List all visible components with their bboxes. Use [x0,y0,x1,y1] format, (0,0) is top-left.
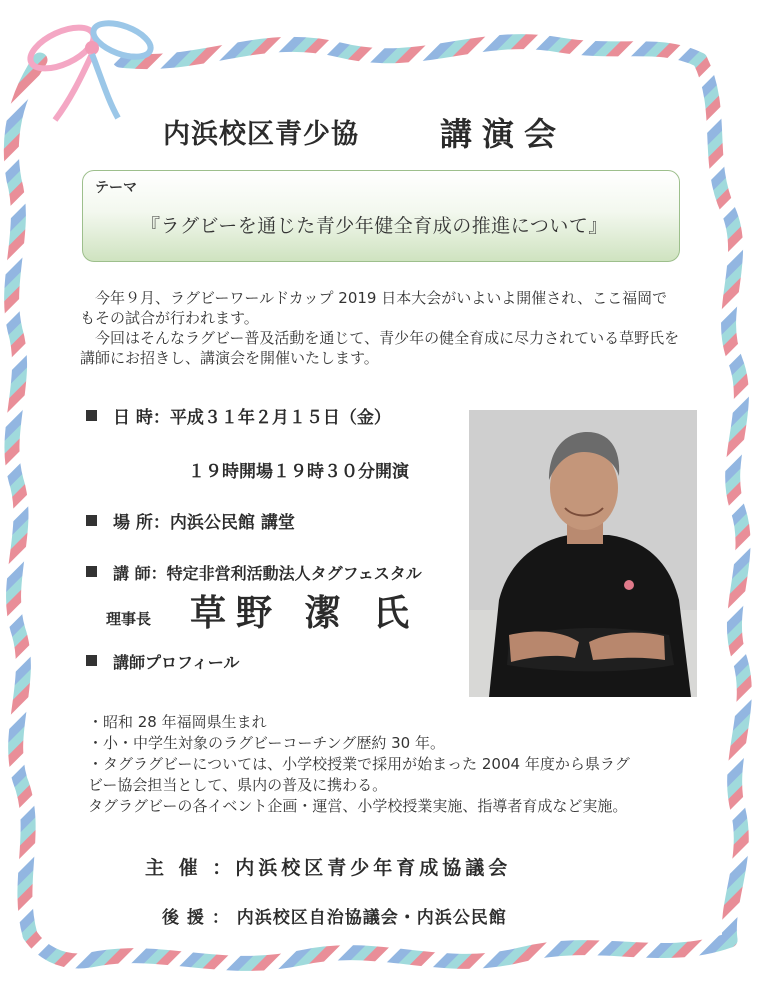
datetime-row [86,403,391,428]
profile-heading-row [86,650,239,673]
intro-paragraph: 今年９月、ラグビーワールドカップ 2019 日本大会がいよいよ開催され、ここ福岡でもその試合が行われます。 [80,289,668,327]
bullet-square-icon [86,515,97,526]
venue-row [86,508,295,533]
profile-list [88,712,630,817]
profile-line: ビー協会担当として、県内の普及に携わる。 [88,776,388,794]
theme-label: テーマ [95,180,137,196]
profile-heading: 講師プロフィール [113,653,240,672]
lecturer-row [86,561,422,584]
supporter-text: 後 援 ： 内浜校区自治協議会・内浜公民館 [162,908,507,928]
bullet-square-icon [86,410,97,421]
times-text: １９時開場１９時３０分開演 [188,462,409,482]
profile-line: ・小・中学生対象のラグビーコーチング歴約 30 年。 [88,734,445,752]
profile-line: タグラグビーの各イベント企画・運営、小学校授業実施、指導者育成など実施。 [88,797,628,815]
theme-box [82,170,680,262]
lecturer-role: 理事長 [106,610,152,628]
intro-paragraphs [80,288,680,368]
title-organization: 内浜校区青少協 [163,119,359,150]
title-event: 講演会 [440,115,567,153]
venue-text: 場 所：内浜公民館 講堂 [113,513,295,533]
intro-paragraph: 今回はそんなラグビー普及活動を通じて、青少年の健全育成に尽力されている草野氏を講師にお招きし、講演会を開催いたします。 [80,329,680,367]
bullet-square-icon [86,655,97,666]
profile-line: ・タグラグビーについては、小学校授業で採用が始まった 2004 年度から県ラグ [88,755,630,773]
lecturer-photo [469,410,697,697]
theme-text: 『ラグビーを通じた青少年健全育成の推進について』 [141,215,608,237]
organizer-text: 主 催 ：内浜校区青少年育成協議会 [145,857,512,879]
datetime-text: 日 時：平成３１年２月１５日（金） [113,408,391,428]
profile-line: ・昭和 28 年福岡県生まれ [88,713,267,731]
lecturer-name: 草野 潔 氏 [190,593,420,634]
bullet-square-icon [86,566,97,577]
lecturer-text: 講 師：特定非営利活動法人タグフェスタル [113,564,422,583]
